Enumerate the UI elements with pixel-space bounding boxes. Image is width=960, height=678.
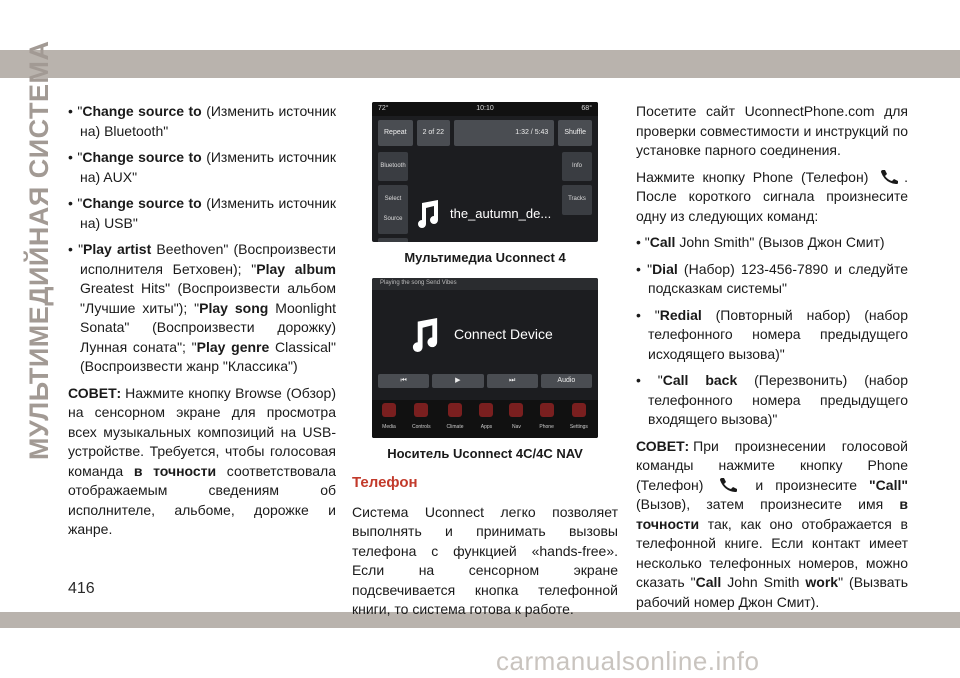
- tip-text: При произнесении голосовой команды нажмите кнопку Phone (Телефон): [636, 437, 908, 493]
- dock-item: Apps: [479, 403, 493, 438]
- command-description: (Перезвонить) (набор телефонного номера предыдущего входящего вызова)": [648, 372, 908, 427]
- paragraph-text: Нажмите кнопку Phone (Телефон): [636, 168, 877, 185]
- tip-emphasis: в точности: [636, 496, 908, 532]
- list-item: • "Redial (Повторный набор) (набор телефонного номера предыдущего исходящего вызова)": [636, 306, 908, 362]
- playback-bar: [372, 116, 598, 150]
- track-counter: 2 of 22: [417, 120, 450, 146]
- voice-command: Change source to: [82, 195, 202, 211]
- tip-emphasis: work: [805, 574, 839, 590]
- voice-command: Play song: [199, 299, 269, 316]
- connect-device-label: Connect Device: [454, 325, 553, 342]
- voice-command: Change source to: [82, 149, 202, 165]
- command-description: Greatest Hits" (Воспроизвести альбом "Лучшие хиты"); ": [80, 280, 336, 316]
- phone-icon: [879, 169, 901, 185]
- phone-icon: [718, 477, 740, 493]
- repeat-button: Repeat: [378, 120, 413, 146]
- figure-caption: Носитель Uconnect 4C/4C NAV: [387, 445, 583, 461]
- watermark: carmanualsonline.info: [496, 646, 760, 676]
- tip-text: (Вызов), затем произнесите имя: [636, 496, 900, 512]
- tip-text: " (Вызвать рабочий номер Джон Смит).: [636, 574, 908, 610]
- column-3: [636, 102, 908, 619]
- list-item: • "Dial (Набор) 123-456-7890 и следуйте подсказкам системы": [636, 260, 908, 296]
- next-icon: ⏭: [487, 374, 538, 388]
- outside-temp: 72°: [378, 105, 389, 113]
- side-button: [378, 314, 402, 328]
- voice-command: Change source to: [82, 103, 202, 119]
- uconnect4c-screenshot: [372, 278, 598, 438]
- header-band: [0, 50, 960, 78]
- side-button: [562, 296, 592, 310]
- paragraph-text: . После короткого сигнала произнесите одну из следующих команд:: [636, 168, 908, 224]
- tip-emphasis: Call: [695, 574, 722, 590]
- status-bar: [372, 102, 598, 116]
- uconnect4-screenshot: [372, 102, 598, 242]
- column-2: [352, 102, 618, 627]
- command-description: Classical" (Воспроизвести жанр "Классика"): [80, 338, 336, 374]
- voice-command: Play album: [256, 260, 337, 277]
- figure-caption: Мультимедиа Uconnect 4: [404, 250, 566, 265]
- clock: 10:10: [476, 105, 494, 113]
- dock-item: Climate: [447, 403, 464, 438]
- tip-text: и произнесите: [743, 476, 870, 493]
- side-button: [378, 332, 402, 346]
- command-description: Moonlight Sonata" (Воспроизвести дорожку) Лунная соната"; ": [80, 299, 336, 355]
- command-description: (Изменить источник на) USB": [80, 195, 336, 231]
- tip-label: СОВЕТ:: [636, 437, 690, 454]
- play-icon: ▶: [432, 374, 483, 388]
- side-button: [562, 314, 592, 328]
- list-item: • "Change source to (Изменить источник на) AUX": [68, 149, 336, 185]
- section-side-title: МУЛЬТИМЕДИЙНАЯ СИСТЕМА: [24, 40, 54, 460]
- source-buttons: [378, 152, 408, 243]
- source-buttons: [378, 296, 402, 364]
- page-number: 416: [68, 580, 95, 597]
- tip-text: так, как оно отображается в телефонной книге. Если контакт имеет несколько телефонных номеров, можно сказать ": [636, 515, 908, 590]
- list-item: • "Call John Smith" (Вызов Джон Смит): [636, 234, 885, 250]
- tip-emphasis: "Call": [869, 476, 908, 493]
- tip-label: СОВЕТ:: [68, 384, 122, 401]
- connect-device-panel: [408, 296, 556, 364]
- previous-icon: ⏮: [378, 374, 429, 388]
- command-description: (Повторный набор) (набор телефонного номера предыдущего исходящего вызова)": [648, 306, 908, 362]
- body-paragraph: Посетите сайт UconnectPhone.com для проверки совместимости и инструкций по установке парного соединения.: [636, 103, 908, 158]
- command-description: (Изменить источник на) Bluetooth": [80, 103, 336, 139]
- bottom-dock: [372, 400, 598, 438]
- bluetooth-button: Bluetooth: [378, 152, 408, 182]
- now-playing: [414, 152, 556, 243]
- tracks-button: Tracks: [562, 185, 592, 215]
- command-description: Beethoven" (Воспроизвести исполнителя Бетховен); ": [80, 241, 336, 277]
- inside-temp: 68°: [581, 105, 592, 113]
- track-title: the_autumn_de...: [450, 205, 552, 221]
- voice-command: Call: [649, 234, 676, 250]
- tip-emphasis: в точности: [133, 462, 217, 479]
- tip-note: [636, 437, 908, 613]
- tip-note: [68, 384, 336, 540]
- command-description: (Набор) 123-456-7890 и следуйте подсказкам системы": [648, 260, 908, 296]
- dock-item: Controls: [412, 403, 431, 438]
- tip-text: John Smith: [721, 574, 806, 590]
- dock-item: Media: [382, 403, 396, 438]
- command-description: (Изменить источник на) AUX": [80, 149, 336, 185]
- media-area: [372, 150, 598, 243]
- music-note-icon: [408, 316, 442, 354]
- side-button: [378, 296, 402, 310]
- list-item: • "Change source to (Изменить источник на) USB": [68, 195, 336, 231]
- audio-button: Audio: [541, 374, 592, 388]
- browse-button: [378, 238, 408, 242]
- command-description: John Smith" (Вызов Джон Смит): [675, 234, 885, 250]
- dock-item: Nav: [509, 403, 523, 438]
- body-paragraph: Система Uconnect легко позволяет выполнять и принимать вызовы телефона с функцией «hands-free». Если на сенсорном экране подсвечивается кнопка телефонной книги, то система готова к работе.: [352, 503, 618, 617]
- media-area: [372, 290, 598, 370]
- track-time: 1:32 / 5:43: [454, 120, 554, 146]
- voice-command: Call back: [662, 372, 738, 388]
- dock-item: Settings: [570, 403, 588, 438]
- voice-command: Redial: [659, 306, 702, 323]
- info-button: Info: [562, 152, 592, 182]
- info-buttons: [562, 152, 592, 243]
- shuffle-button: Shuffle: [558, 120, 592, 146]
- info-buttons: [562, 296, 592, 364]
- side-button: [378, 350, 402, 364]
- body-paragraph: [636, 168, 908, 227]
- voice-command: Play artist: [83, 241, 152, 257]
- music-note-icon: [414, 199, 442, 229]
- list-item: • "Play artist Beethoven" (Воспроизвести исполнителя Бетховен); "Play album Greatest Hits" (Воспроизвести альбом "Лучшие хиты"); "Play song Moonlight Sonata" (Воспроизвести дорожку) Лунная соната"; "Play genre Classical" (Воспроизвести жанр "Классика"): [68, 241, 337, 374]
- select-source-button: Select Source: [378, 185, 408, 234]
- section-heading: Телефон: [352, 474, 418, 491]
- dock-item: Phone: [539, 403, 553, 438]
- column-1: [68, 102, 336, 547]
- list-item: • "Change source to (Изменить источник на) Bluetooth": [68, 103, 336, 139]
- list-item: • "Call back (Перезвонить) (набор телефонного номера предыдущего входящего вызова)": [636, 372, 908, 427]
- voice-command: Play genre: [196, 338, 270, 355]
- now-playing-strip: Playing the song Send Vibes: [372, 278, 598, 290]
- tip-text: Нажмите кнопку Browse (Обзор) на сенсорном экране для просмотра всех музыкальных композиций на USB-устройстве. Требуется, чтобы голосовая команда: [68, 384, 336, 479]
- transport-controls: [372, 370, 598, 392]
- voice-command: Dial: [652, 260, 678, 277]
- tip-text: соответствовала отображаемым сведениям об исполнителе, альбоме, дорожке и жанре.: [68, 462, 336, 537]
